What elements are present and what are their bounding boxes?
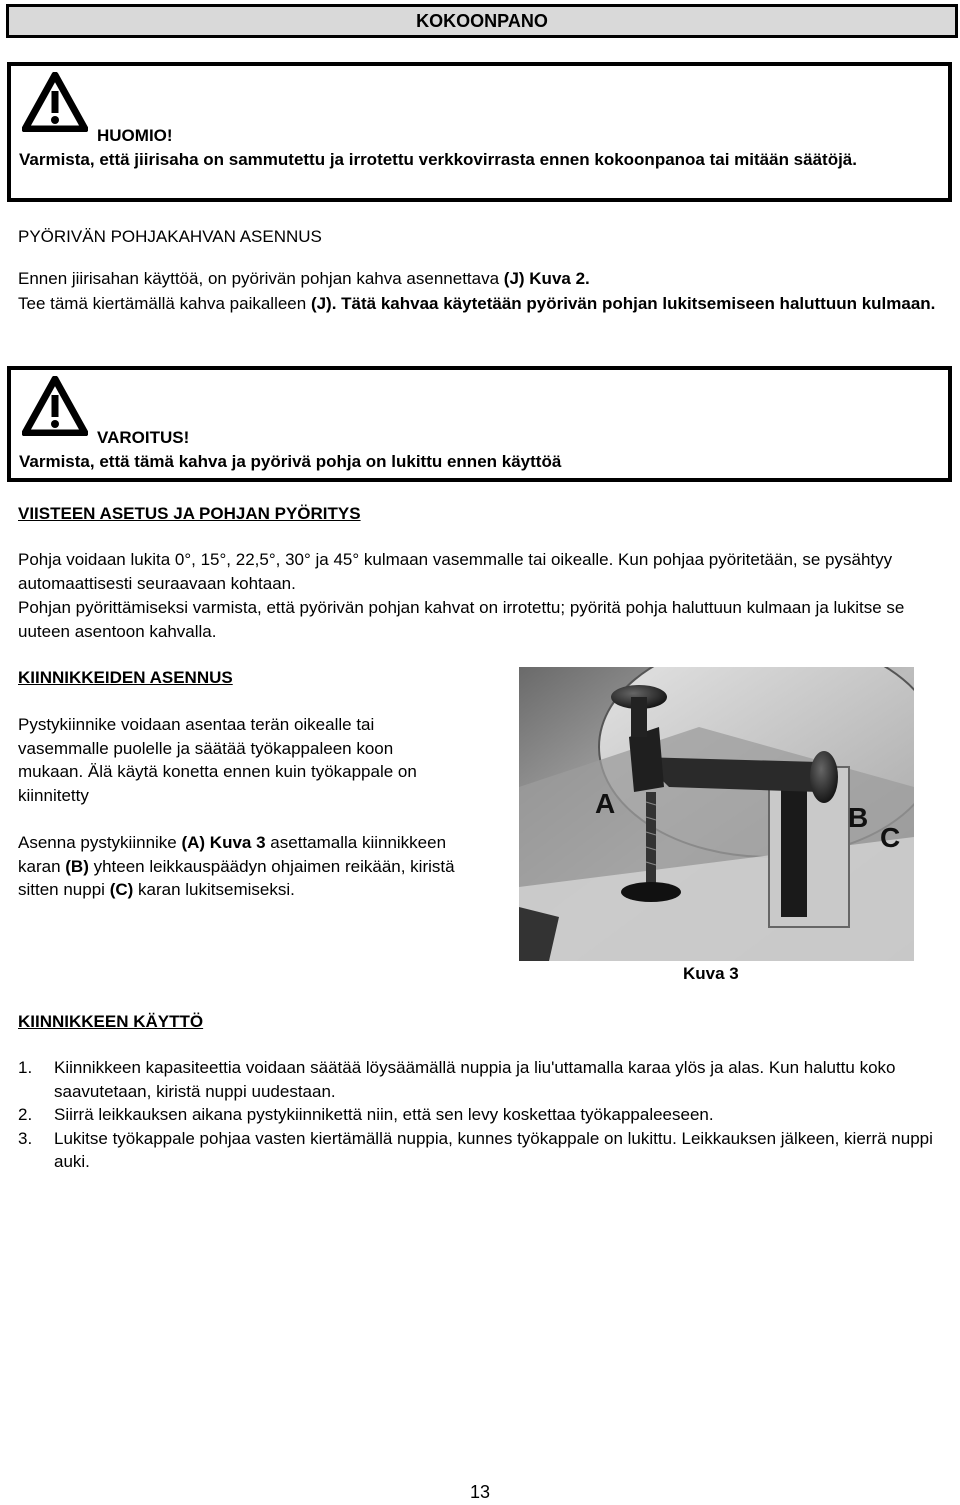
warning-text: Varmista, että jiirisaha on sammutettu ja irrotettu verkkovirrasta ennen kokoonpanoa tai mitään säätöjä. xyxy=(19,150,857,169)
section3-paragraph1: Pystykiinnike voidaan asentaa terän oikealle tai vasemmalle puolelle ja säätää työkappaleen koon mukaan. Älä käytä konetta ennen kuin työkappale on kiinnitetty xyxy=(18,715,417,805)
figure-label-a: A xyxy=(595,788,616,819)
warning-title: HUOMIO! xyxy=(97,126,173,145)
warning-triangle-icon xyxy=(22,72,88,132)
page-header xyxy=(6,4,958,38)
usage-list xyxy=(18,1056,938,1174)
section-title-viiste: VIISTEEN ASETUS JA POHJAN PYÖRITYS xyxy=(18,504,361,523)
warning-triangle-icon xyxy=(22,376,88,436)
warning-box-varoitus xyxy=(7,366,952,482)
list-item: 3. Lukitse työkappale pohjaa vasten kiertämällä nuppia, kunnes työkappale on lukittu. Leikkauksen jälkeen, kierrä nuppi auki. xyxy=(18,1128,933,1171)
figure-caption: Kuva 3 xyxy=(683,964,739,983)
clamp-photo xyxy=(519,667,914,961)
warning-text: Varmista, että tämä kahva ja pyörivä pohja on lukittu ennen käyttöä xyxy=(19,452,562,471)
warning-box-huomio xyxy=(7,62,952,202)
page-number: 13 xyxy=(469,1482,491,1502)
section1-line2: Tee tämä kiertämällä kahva paikalleen (J). Tätä kahvaa käytetään pyörivän pohjan lukitsemiseen haluttuun kulmaan. xyxy=(18,294,936,313)
section-title-kiinnikkeen-kaytto: KIINNIKKEEN KÄYTTÖ xyxy=(18,1012,204,1031)
section2-paragraph2: Pohjan pyörittämiseksi varmista, että pyörivän pohjan kahvat on irrotettu; pyöritä pohja haluttuun kulmaan ja lukitse se uuteen asentoon kahvalla. xyxy=(18,598,905,641)
figure-label-c: C xyxy=(880,822,901,853)
section2-paragraph: Pohja voidaan lukita 0°, 15°, 22,5°, 30° ja 45° kulmaan vasemmalle tai oikealle. Kun pohjaa pyöritetään, se pysähtyy automaattisesti seuraavaan kohtaan. xyxy=(18,550,893,593)
threaded-rod xyxy=(646,792,656,887)
section-title-pohjakahva: PYÖRIVÄN POHJAKAHVAN ASENNUS xyxy=(18,227,322,246)
list-item: 2. Siirrä leikkauksen aikana pystykiinnikettä niin, että sen levy koskettaa työkappaleeseen. xyxy=(18,1105,714,1124)
figure-label-b: B xyxy=(848,802,869,833)
section1-line1: Ennen jiirisahan käyttöä, on pyörivän pohjan kahva asennettava (J) Kuva 2. xyxy=(18,269,590,288)
section-title-kiinnikkeet: KIINNIKKEIDEN ASENNUS xyxy=(18,668,233,687)
header-title: KOKOONPANO xyxy=(416,11,548,31)
section3-paragraph2: Asenna pystykiinnike (A) Kuva 3 asettamalla kiinnikkeen karan (B) yhteen leikkauspäädyn ohjaimen reikään, kiristä sitten nuppi (C) karan lukitsemiseksi. xyxy=(18,833,455,899)
warning-title: VAROITUS! xyxy=(97,428,190,447)
list-item: 1. Kiinnikkeen kapasiteettia voidaan säätää löysäämällä nuppia ja liu'uttamalla karaa ylös ja alas. Kun haluttu koko saavutetaan, kiristä nuppi uudestaan. xyxy=(18,1058,896,1101)
